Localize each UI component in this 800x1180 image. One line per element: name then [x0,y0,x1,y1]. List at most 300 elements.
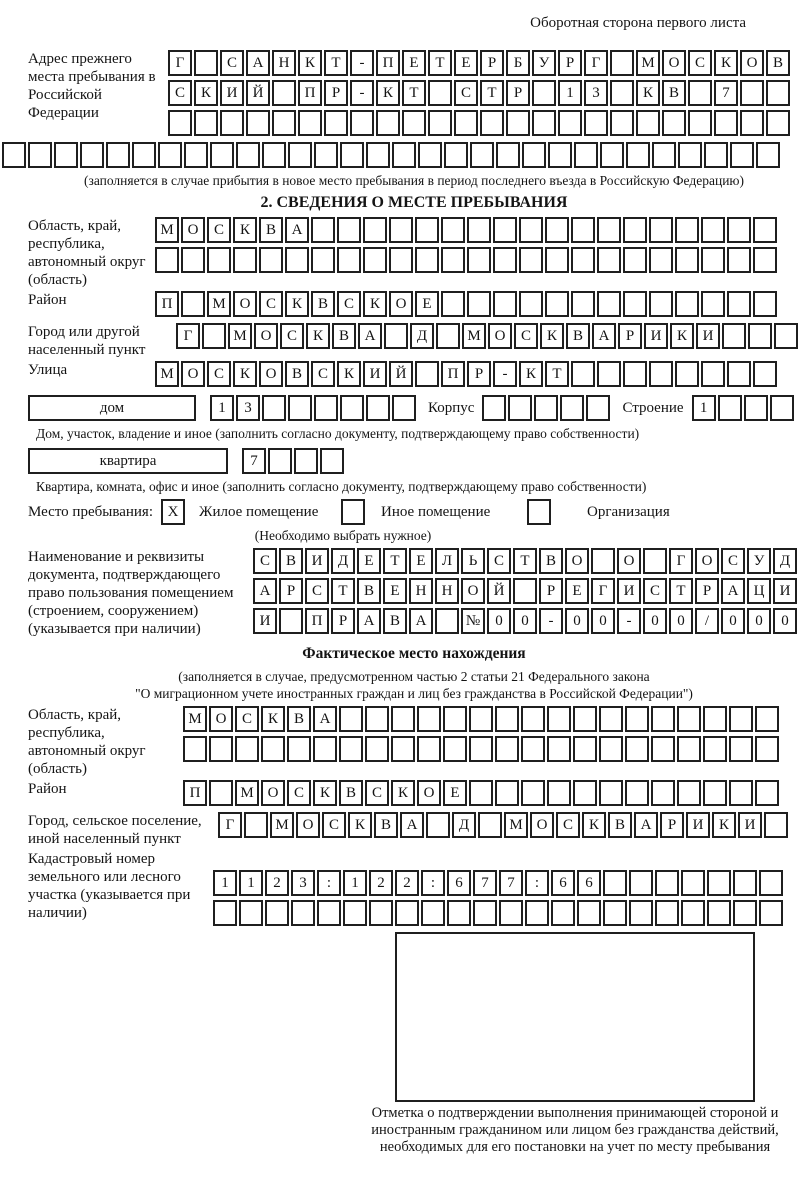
char-box: В [311,291,335,317]
stamp-area [395,932,755,1102]
char-box [703,780,727,806]
char-box [703,736,727,762]
char-box: В [287,706,311,732]
char-box [652,142,676,168]
char-box [704,142,728,168]
char-box [770,395,794,421]
actual-city-field [28,812,800,848]
char-box: Н [409,578,433,604]
actual-location-caption-2: "О миграционном учете иностранных граждан и лиц без гражданства в Российской Федерации") [135,686,693,701]
char-box [766,110,790,136]
char-box: С [514,323,538,349]
char-box: К [670,323,694,349]
char-box: - [539,608,563,634]
actual-region-label: Область, край, республика, автономный округ (область) [28,707,146,777]
char-box [718,395,742,421]
char-box [337,217,361,243]
char-box [417,736,441,762]
char-box [288,142,312,168]
char-box: Р [331,608,355,634]
char-box [363,217,387,243]
char-box: О [461,578,485,604]
char-box [391,736,415,762]
char-box [701,291,725,317]
char-box [426,812,450,838]
char-box [714,110,738,136]
char-box [753,247,777,273]
char-box [677,780,701,806]
char-box [600,142,624,168]
char-box: К [233,217,257,243]
cadastral-field [28,850,800,930]
char-box [499,900,523,926]
char-box [625,706,649,732]
char-box: М [228,323,252,349]
char-box [246,110,270,136]
char-box [508,395,532,421]
char-box [298,110,322,136]
char-box [655,870,679,896]
char-box [391,706,415,732]
char-box [392,395,416,421]
char-box [597,247,621,273]
char-box [495,736,519,762]
char-box [493,247,517,273]
char-box [744,395,768,421]
char-box [603,870,627,896]
char-box: П [441,361,465,387]
char-box: Р [618,323,642,349]
char-box [417,706,441,732]
prev-address-rows [168,50,792,140]
char-box [649,247,673,273]
char-box: Е [402,50,426,76]
char-box [311,247,335,273]
char-box [577,900,601,926]
char-box: Д [452,812,476,838]
char-box: К [337,361,361,387]
char-box: Д [410,323,434,349]
char-box: П [183,780,207,806]
char-box [428,110,452,136]
char-box [233,247,257,273]
actual-district-label: Район [28,781,67,797]
char-box: Т [545,361,569,387]
char-box [623,361,647,387]
char-box: В [374,812,398,838]
char-box: - [350,80,374,106]
char-box [522,142,546,168]
char-box [675,217,699,243]
char-box [681,870,705,896]
char-box [521,736,545,762]
char-box [655,900,679,926]
char-box [558,110,582,136]
char-box [106,142,130,168]
char-box [220,110,244,136]
char-box [444,142,468,168]
prev-address-row-3 [168,110,792,140]
char-box: С [207,361,231,387]
city-label: Город или другой населенный пункт [28,324,146,358]
stroenie-label: Строение [622,400,684,416]
char-box [764,812,788,838]
city-row [176,323,800,353]
char-box [551,900,575,926]
actual-region-row-1 [183,706,781,736]
char-box: 3 [584,80,608,106]
document-row-2 [253,578,799,608]
char-box: В [279,548,303,574]
char-box: - [350,50,374,76]
char-box [28,142,52,168]
char-box [207,247,231,273]
char-box [547,736,571,762]
char-box: 1 [210,395,234,421]
residential-option-label: Жилое помещение [199,504,319,520]
char-box: : [421,870,445,896]
char-box [493,217,517,243]
char-box [513,578,537,604]
char-box [54,142,78,168]
char-box [688,110,712,136]
char-box: В [383,608,407,634]
char-box [194,50,218,76]
char-box [532,110,556,136]
char-box: Г [669,548,693,574]
char-box [701,247,725,273]
char-box: М [235,780,259,806]
prev-address-row-2 [168,80,792,110]
char-box: С [311,361,335,387]
region-label: Область, край, республика, автономный округ (область) [28,218,146,288]
actual-district-field [28,780,800,810]
street-field [28,361,800,391]
char-box [339,736,363,762]
char-box: О [209,706,233,732]
korpus-label: Корпус [428,400,475,416]
char-box: Ь [461,548,485,574]
street-row [155,361,779,391]
char-box [545,291,569,317]
char-box: Р [558,50,582,76]
char-box [262,142,286,168]
char-box [629,870,653,896]
char-box: Р [695,578,719,604]
char-box [525,900,549,926]
char-box [573,706,597,732]
char-box [649,217,673,243]
char-box [469,736,493,762]
char-box: И [253,608,277,634]
actual-region-row-2 [183,736,781,766]
korpus-boxes [482,395,612,425]
residential-checkbox: X [161,499,185,525]
document-rows [253,548,799,638]
char-box: К [233,361,257,387]
char-box [213,900,237,926]
char-box: 1 [692,395,716,421]
char-box [210,142,234,168]
char-box [574,142,598,168]
char-box [389,247,413,273]
char-box [363,247,387,273]
char-box: П [305,608,329,634]
char-box: А [246,50,270,76]
char-box [753,361,777,387]
actual-location-title: Фактическое место нахождения [302,645,526,662]
region-rows [155,217,779,289]
city-field [28,323,800,359]
char-box: 7 [473,870,497,896]
char-box: В [766,50,790,76]
char-box [365,706,389,732]
char-box: О [181,361,205,387]
char-box [755,736,779,762]
char-box [436,323,460,349]
char-box [584,110,608,136]
char-box [591,548,615,574]
char-box [132,142,156,168]
char-box: 0 [487,608,511,634]
char-box: Й [389,361,413,387]
char-box [573,780,597,806]
char-box: Е [357,548,381,574]
char-box: Е [454,50,478,76]
char-box: К [313,780,337,806]
char-box [688,80,712,106]
char-box: О [695,548,719,574]
char-box [402,110,426,136]
char-box [727,291,751,317]
char-box [469,780,493,806]
char-box [703,706,727,732]
char-box: Р [660,812,684,838]
char-box [649,291,673,317]
char-box [482,395,506,421]
char-box [389,217,413,243]
char-box: С [280,323,304,349]
char-box: С [220,50,244,76]
char-box [268,448,292,474]
char-box [756,142,780,168]
char-box: С [207,217,231,243]
char-box [415,247,439,273]
region-row-2 [155,247,779,277]
char-box: К [636,80,660,106]
char-box [755,706,779,732]
char-box [265,900,289,926]
district-field [28,291,800,321]
char-box [261,736,285,762]
char-box: А [357,608,381,634]
char-box [441,217,465,243]
char-box [366,395,390,421]
char-box: 0 [721,608,745,634]
char-box [603,900,627,926]
house-caption: Дом, участок, владение и иное (заполнить согласно документу, подтверждающему право собственности) [36,426,640,441]
char-box [532,80,556,106]
char-box: С [487,548,511,574]
char-box: 0 [669,608,693,634]
char-box: К [298,50,322,76]
char-box [244,812,268,838]
char-box [571,217,595,243]
char-box: К [261,706,285,732]
char-box: К [363,291,387,317]
char-box: С [235,706,259,732]
char-box [740,80,764,106]
stroenie-boxes [692,395,796,425]
char-box: 6 [577,870,601,896]
char-box [675,361,699,387]
organization-checkbox [527,499,551,525]
char-box [701,217,725,243]
char-box [599,736,623,762]
char-box [324,110,348,136]
char-box: Р [506,80,530,106]
char-box: В [339,780,363,806]
char-box [643,548,667,574]
char-box [506,110,530,136]
char-box: Г [218,812,242,838]
char-box [547,706,571,732]
char-box [239,900,263,926]
char-box [473,900,497,926]
char-box: С [305,578,329,604]
organization-option-label: Организация [587,504,670,520]
char-box [623,217,647,243]
char-box [626,142,650,168]
actual-region-field [28,706,800,778]
char-box [677,736,701,762]
char-box: В [608,812,632,838]
char-box [493,291,517,317]
char-box: Н [435,578,459,604]
char-box [675,247,699,273]
char-box: П [155,291,179,317]
char-box [194,110,218,136]
char-box: К [582,812,606,838]
char-box: М [504,812,528,838]
char-box [547,780,571,806]
char-box [753,217,777,243]
char-box: А [721,578,745,604]
char-box [392,142,416,168]
char-box [545,247,569,273]
char-box [571,361,595,387]
char-box: С [688,50,712,76]
char-box: У [532,50,556,76]
char-box: С [322,812,346,838]
char-box: Г [168,50,192,76]
char-box: А [592,323,616,349]
char-box [287,736,311,762]
char-box [678,142,702,168]
document-field [28,548,800,638]
char-box [675,291,699,317]
char-box: И [617,578,641,604]
char-box: М [155,217,179,243]
district-row [155,291,779,321]
prev-address-row-1 [168,50,792,80]
char-box: И [696,323,720,349]
char-box: Б [506,50,530,76]
char-box [317,900,341,926]
char-box [707,870,731,896]
char-box [759,870,783,896]
char-box: Е [565,578,589,604]
char-box: 6 [447,870,471,896]
char-box [495,706,519,732]
char-box: 2 [265,870,289,896]
other-premises-checkbox [341,499,365,525]
char-box [415,361,439,387]
char-box: С [365,780,389,806]
char-box [181,247,205,273]
char-box [495,780,519,806]
char-box: М [183,706,207,732]
char-box: В [539,548,563,574]
char-box: К [712,812,736,838]
char-box: К [714,50,738,76]
char-box: М [270,812,294,838]
char-box: К [391,780,415,806]
char-box: Т [331,578,355,604]
char-box [651,736,675,762]
char-box: П [298,80,322,106]
char-box [340,142,364,168]
char-box: Л [435,548,459,574]
region-row-1 [155,217,779,247]
char-box [155,247,179,273]
char-box: А [358,323,382,349]
char-box [320,448,344,474]
char-box [384,323,408,349]
char-box [651,780,675,806]
char-box [288,395,312,421]
char-box: : [317,870,341,896]
char-box [571,247,595,273]
char-box: О [254,323,278,349]
char-box [636,110,660,136]
cadastral-rows [213,870,785,930]
char-box: О [662,50,686,76]
char-box: И [644,323,668,349]
char-box [677,706,701,732]
char-box: О [259,361,283,387]
char-box: Й [487,578,511,604]
char-box: Е [415,291,439,317]
char-box: 7 [499,870,523,896]
char-box [478,812,502,838]
prev-address-caption: (заполняется в случае прибытия в новое место пребывания в период последнего въезда в Российскую Федерацию) [83,173,745,188]
apartment-number-boxes [242,448,346,478]
char-box: С [721,548,745,574]
char-box [314,395,338,421]
char-box: Т [324,50,348,76]
stay-type-label: Место пребывания: [28,504,153,520]
char-box: К [519,361,543,387]
char-box: Д [773,548,797,574]
char-box [294,448,318,474]
char-box: О [740,50,764,76]
house-row [28,395,800,425]
char-box [395,900,419,926]
char-box: 7 [714,80,738,106]
char-box: М [636,50,660,76]
char-box: Т [428,50,452,76]
